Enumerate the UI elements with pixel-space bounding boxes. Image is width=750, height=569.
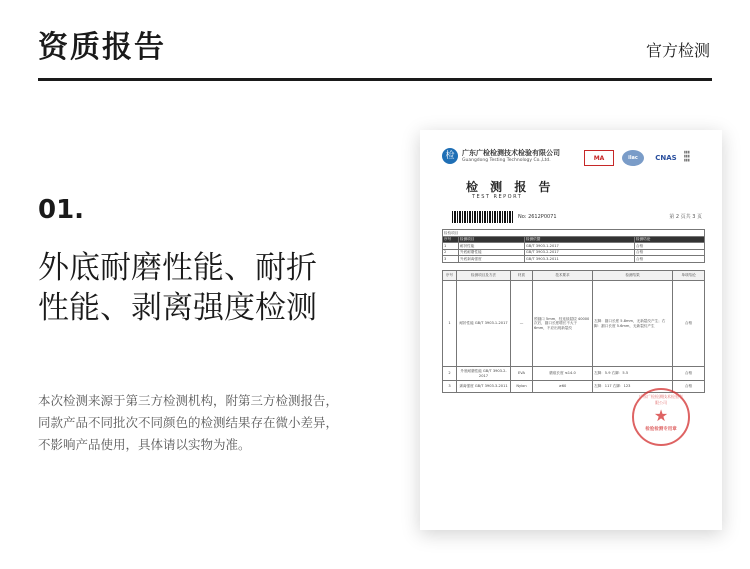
report-org-name-en: Guangdong Testing Technology Co.,Ltd.: [462, 158, 551, 163]
table-cell: GB/T 3903.2-2017: [525, 249, 635, 256]
summary-label: 检验项目: [443, 230, 705, 237]
table-cell: 左脚：117 右脚：123: [593, 381, 673, 393]
table-header-cell: 序号: [443, 236, 459, 243]
table-cell: GB/T 3903.1-2017: [525, 243, 635, 250]
ilac-cert-icon: ilac: [622, 150, 644, 166]
table-row: [443, 367, 705, 381]
table-cell: Nylon: [511, 381, 533, 393]
report-number: No: 2612P0071: [518, 214, 557, 220]
table-cell: 合格: [635, 249, 705, 256]
cnas-cert-icon: CNAS: [655, 154, 677, 162]
section-note-line: 同款产品不同批次不同颜色的检测结果存在微小差异，: [38, 415, 339, 430]
table-cell: —: [511, 281, 533, 367]
report-page-number: 第 2 页共 3 页: [669, 214, 702, 220]
table-cell: 合格: [673, 367, 705, 381]
table-header-cell: 技术要求: [533, 271, 593, 281]
table-cell: 外底耐磨性能 GB/T 3903.2-2017: [457, 367, 511, 381]
table-header-cell: 序号: [443, 271, 457, 281]
org-logo-icon: 检: [442, 148, 458, 164]
table-cell: 3: [443, 256, 459, 263]
table-cell: 3: [443, 381, 457, 393]
table-cell: 剥离强度 GB/T 3903.3-2011: [457, 381, 511, 393]
table-cell: 1: [443, 281, 457, 367]
table-header-cell: 检测依据: [525, 236, 635, 243]
table-cell: 合格: [635, 243, 705, 250]
seal-text: 检验检测专用章: [645, 427, 677, 432]
table-cell: 外底剥离强度: [459, 256, 525, 263]
table-header-cell: 材质: [511, 271, 533, 281]
table-cell: 合格: [673, 381, 705, 393]
table-header-row: [443, 271, 705, 281]
page-title: 资质报告: [38, 30, 166, 65]
section-note-line: 不影响产品使用，具体请以实物为准。: [38, 437, 251, 452]
barcode-icon: [452, 211, 514, 223]
test-report-document: [432, 138, 714, 522]
table-header-cell: 检测结论: [635, 236, 705, 243]
section-heading: [38, 248, 368, 328]
table-row: [443, 281, 705, 367]
report-summary-table: [442, 229, 705, 263]
section-note: [38, 390, 368, 456]
table-cell: 2: [443, 367, 457, 381]
section-note-line: 本次检测来源于第三方检测机构，附第三方检测报告，: [38, 393, 339, 408]
table-row: [443, 256, 705, 263]
seal-ring-text: 广东广检检测技术检验有限公司: [639, 394, 683, 405]
report-title-en: TEST REPORT: [472, 194, 523, 200]
table-cell: 左脚：5.9 右脚：5.5: [593, 367, 673, 381]
official-seal-stamp: [632, 388, 690, 446]
table-cell: ≥60: [533, 381, 593, 393]
table-cell: 合格: [673, 281, 705, 367]
section-heading-line: 性能、剥离强度检测: [38, 290, 317, 326]
report-title: 检 测 报 告: [466, 180, 555, 194]
table-header-cell: 检测结果: [593, 271, 673, 281]
table-cell: 左脚：割口长度 5.8mm，无新裂纹产生；右脚：割口长度 5.6mm，无新裂纹产生: [593, 281, 673, 367]
page-tag: 官方检测: [645, 41, 710, 60]
table-header-cell: 检测项目及方法: [457, 271, 511, 281]
table-header-cell: 单项结论: [673, 271, 705, 281]
seal-star-icon: ★: [653, 406, 669, 425]
table-header-cell: 检测项目: [459, 236, 525, 243]
table-cell: 2: [443, 249, 459, 256]
table-cell: 合格: [635, 256, 705, 263]
table-cell: 磨痕长度 ≤14.0: [533, 367, 593, 381]
header-divider: [38, 78, 712, 81]
cert-mark-icon: ▮▮▮ ▮▮▮ ▮▮▮: [684, 150, 690, 162]
table-cell: 预割口 5mm，经连续屈挠 40000 次后，割口长度增长不大于 6mm，不应出现新裂纹: [533, 281, 593, 367]
table-cell: EVA: [511, 367, 533, 381]
table-cell: 外底耐磨性能: [459, 249, 525, 256]
table-cell: GB/T 3903.3-2011: [525, 256, 635, 263]
section-number: 01.: [38, 195, 85, 225]
report-org-name: 广东广检检测技术检验有限公司: [462, 149, 560, 157]
table-cell: 耐折性能: [459, 243, 525, 250]
report-results-table: [442, 270, 705, 393]
table-cell: 耐折性能 GB/T 3903.1-2017: [457, 281, 511, 367]
table-cell: 1: [443, 243, 459, 250]
cma-cert-icon: MA: [584, 150, 614, 166]
section-heading-line: 外底耐磨性能、耐折: [38, 250, 317, 286]
